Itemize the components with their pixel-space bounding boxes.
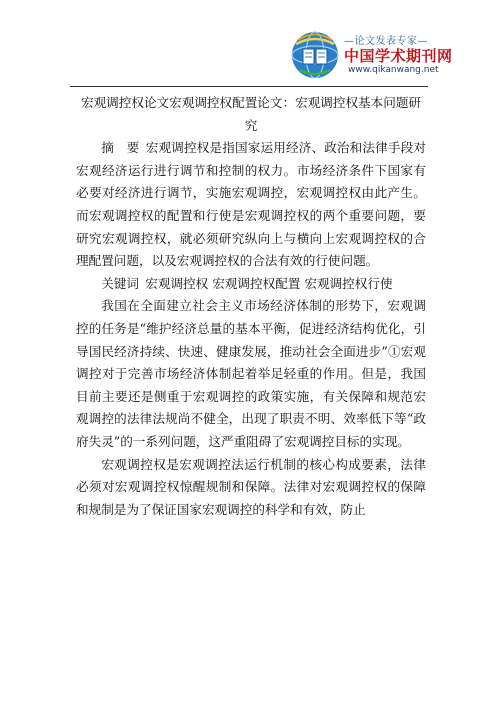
article-title: 宏观调控权论文宏观调控权配置论文：宏观调控权基本问题研究 <box>80 95 422 133</box>
logo-tagline: —论文发表专家— <box>344 36 428 47</box>
abstract-label: 摘 要 <box>101 140 140 156</box>
body-paragraph-1: 我国在全面建立社会主义市场经济体制的形势下，宏观调控的任务是“维护经济总量的基本平衡，促进经济结构优化，引导国民经济持续、快速、健康发展，推动社会全面进步”①宏观调控对于完善市场经济体制起着举足轻重的作用。但是，我国目前主要还是侧重于宏观调控的政策实施，有关保障和规范宏观调控的法律法规尚不健全，出现了职责不明、效率低下等“政府失灵”的一系列问题，这严重阻碍了宏观调控目标的实现。 <box>76 298 426 449</box>
keywords-paragraph <box>76 273 426 296</box>
header-divider <box>70 86 428 87</box>
article-body <box>76 92 426 521</box>
abstract-text: 宏观调控权是指国家运用经济、政治和法律手段对宏观经济运行进行调节和控制的权力。市场经济条件下国家有必要对经济进行调节，实施宏观调控，宏观调控权由此产生。而宏观调控权的配置和行使是宏观调控权的两个重要问题，要研究宏观调控权，就必须研究纵向上与横向上宏观调控权的合理配置问题，以及宏观调控权的合法有效的行使问题。 <box>76 140 427 269</box>
body-paragraph-2: 宏观调控权是宏观调控法运行机制的核心构成要素，法律必须对宏观调控权惊醒规制和保障。法律对宏观调控权的保障和规制是为了保证国家宏观调控的科学和有效，防止 <box>76 456 426 517</box>
logo-url: www.qikanwang.net <box>348 65 439 75</box>
globe-book-icon <box>290 30 340 80</box>
keywords-text: 宏观调控权 宏观调控权配置 宏观调控权行使 <box>145 275 393 291</box>
logo-name: 中国学术期刊网 <box>344 47 453 65</box>
publisher-logo <box>290 30 453 82</box>
abstract-paragraph <box>76 137 426 273</box>
keywords-label: 关键词 <box>101 275 139 291</box>
